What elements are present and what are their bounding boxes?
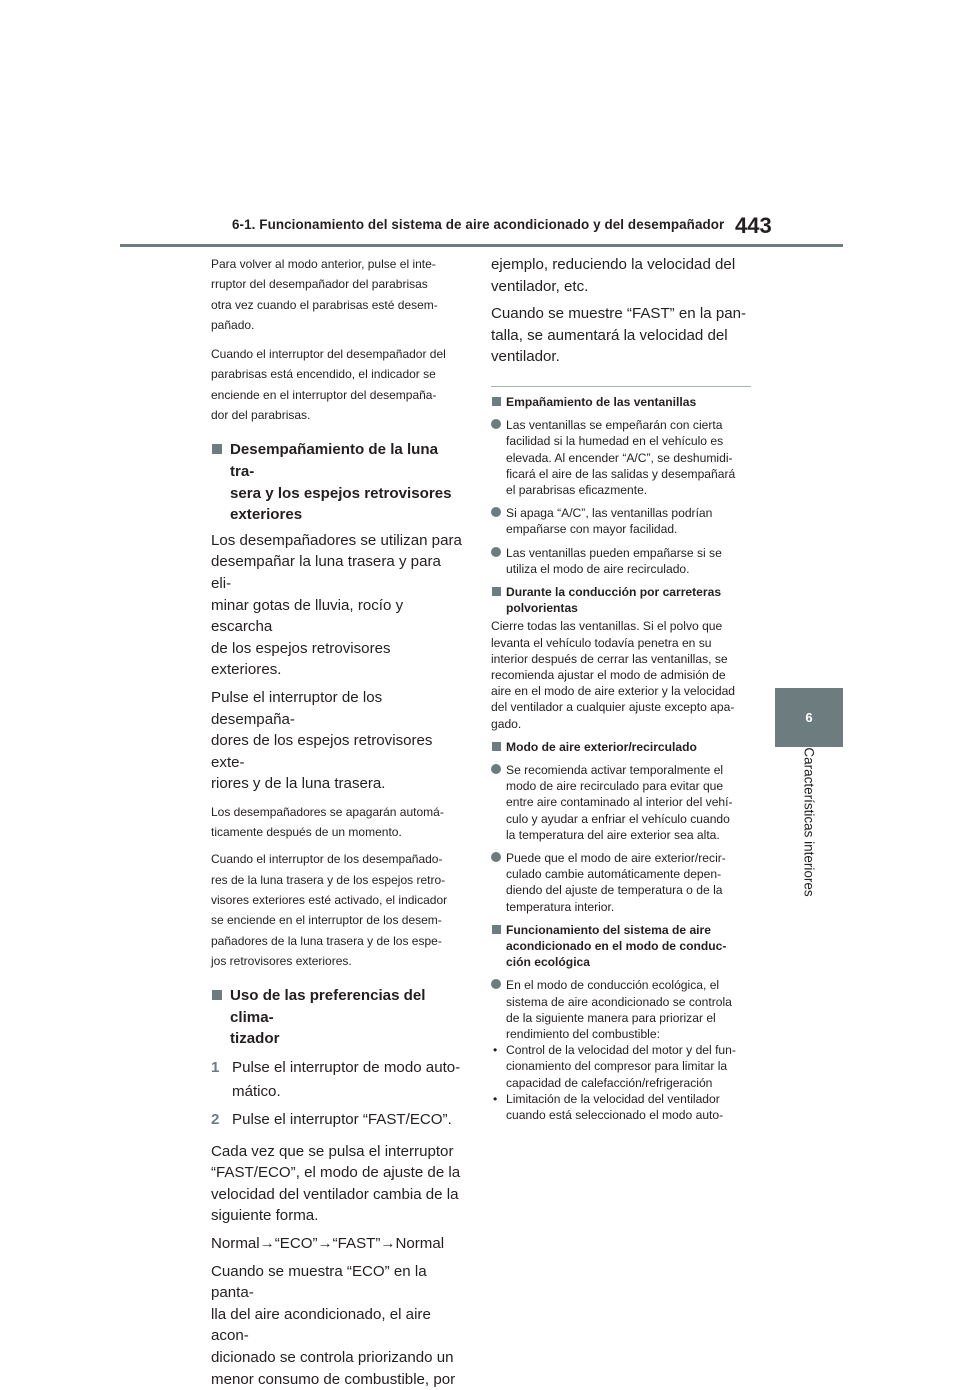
chapter-number: 6: [805, 710, 813, 725]
paragraph: [211, 802, 463, 843]
text-line: acondicionado en el modo de conduc-: [506, 939, 727, 954]
text-line: de los espejos retrovisores exteriores.: [211, 639, 391, 679]
text-line: levanta el vehículo todavía penetra en su: [491, 635, 712, 650]
circle-bullet-icon: [491, 419, 501, 429]
text-line: lla del aire acondicionado, el aire acon-: [211, 1305, 431, 1345]
sub-bullet-marker: •: [493, 1091, 498, 1106]
text-line: Cada vez que se pulsa el interruptor: [211, 1142, 454, 1160]
text-line: rruptor del desempañador del parabrisas: [211, 277, 428, 292]
text-line: Durante la conducción por carreteras: [506, 585, 722, 599]
step-2: [211, 1109, 463, 1131]
text-line: Desempañamiento de la luna tra-: [230, 441, 439, 480]
step-number: 1: [211, 1059, 220, 1077]
bullet-text: [506, 977, 751, 1042]
circle-bullet-icon: [491, 507, 501, 517]
text-line: modo de aire recirculado para evitar que: [506, 779, 724, 794]
square-bullet-icon: [492, 587, 501, 596]
page-number: 443: [735, 213, 772, 238]
text-line: velocidad del ventilador cambia de la: [211, 1185, 459, 1203]
note-bullet: [491, 977, 751, 1042]
text-line: gado.: [491, 716, 522, 731]
text-line: dicionado se controla priorizando un: [211, 1348, 454, 1366]
text-line: menor consumo de combustible, por: [211, 1370, 456, 1388]
sub-bullet: [491, 1091, 751, 1123]
text-line: talla, se aumentará la velocidad del: [491, 326, 728, 344]
text-line: Los desempañadores se utilizan para: [211, 531, 462, 549]
square-bullet-icon: [492, 742, 501, 751]
text-line: culado cambie automáticamente depen-: [506, 867, 722, 882]
section-header-title: 6-1. Funcionamiento del sistema de aire acondicionado y del desempañador: [232, 217, 725, 232]
text-line: parabrisas está encendido, el indicador se: [211, 367, 436, 382]
circle-bullet-icon: [491, 979, 501, 989]
circle-bullet-icon: [491, 852, 501, 862]
text-line: mático.: [232, 1082, 281, 1100]
text-line: Control de la velocidad del motor y del fun-: [506, 1043, 736, 1058]
text-line: empañarse con mayor facilidad.: [506, 522, 678, 537]
text-line: el parabrisas eficazmente.: [506, 482, 648, 497]
paragraph: [211, 530, 463, 681]
text-line: minar gotas de lluvia, rocío y escarcha: [211, 596, 404, 636]
text-line: capacidad de calefacción/refrigeración: [506, 1075, 713, 1090]
text-line: visores exteriores esté activado, el indicador: [211, 893, 448, 908]
text-line: siguiente forma.: [211, 1207, 319, 1225]
bullet-text: [506, 505, 751, 537]
text-line: polvorientas: [506, 601, 578, 616]
note-bullet: [491, 850, 751, 915]
sub-bullet-text: [506, 1042, 751, 1091]
text-line: Limitación de la velocidad del ventilador: [506, 1091, 720, 1106]
text-line: dores de los espejos retrovisores exte-: [211, 732, 433, 771]
text-line: sera y los espejos retrovisores: [230, 484, 452, 502]
note-heading: [491, 584, 751, 616]
note-heading-text: Empañamiento de las ventanillas: [506, 394, 697, 409]
text-line: facilidad si la humedad en el vehículo es: [506, 434, 724, 449]
text-line: res de la luna trasera y de los espejos retro-: [211, 872, 446, 887]
note-heading: [491, 739, 751, 755]
text-line: culo y ayudar a enfriar el vehículo cuando: [506, 811, 730, 826]
note-heading-text: [506, 584, 751, 616]
text-line: jos retrovisores exteriores.: [211, 953, 352, 968]
text-line: Cierre todas las ventanillas. Si el polvo que: [491, 619, 723, 634]
bullet-text: [506, 762, 751, 843]
text-line: Cuando se muestra “ECO” en la panta-: [211, 1262, 427, 1302]
text-line: ficará el aire de las salidas y desempañará: [506, 466, 736, 481]
heading-text: [230, 985, 463, 1050]
text-line: diendo del ajuste de temperatura o de la: [506, 883, 723, 898]
paragraph: [211, 254, 463, 335]
text-line: Las ventanillas pueden empañarse si se: [506, 545, 722, 560]
step-text: [232, 1056, 463, 1103]
square-bullet-icon: [492, 925, 501, 934]
text-line: En el modo de conducción ecológica, el: [506, 978, 720, 993]
bullet-text: [506, 545, 751, 577]
note-bullet: [491, 417, 751, 498]
text-line: pañado.: [211, 317, 255, 332]
text-line: ción ecológica: [506, 955, 591, 970]
text-line: Para volver al modo anterior, pulse el inte-: [211, 257, 436, 271]
text-line: se enciende en el interruptor de los desem-: [211, 913, 442, 928]
note-heading: [491, 922, 751, 971]
note-paragraph: [491, 618, 751, 731]
left-column: [211, 254, 463, 1390]
sub-bullet: [491, 1042, 751, 1091]
text-line: Se recomienda activar temporalmente el: [506, 763, 724, 778]
text-line: Cuando el interruptor del desempañador del: [211, 347, 446, 362]
note-bullet: [491, 545, 751, 577]
text-line: Pulse el interruptor de los desempaña-: [211, 688, 383, 728]
paragraph: [491, 303, 751, 368]
paragraph: [211, 849, 463, 971]
paragraph: [211, 1261, 463, 1390]
mode-sequence: Normal→“ECO”→“FAST”→Normal: [211, 1235, 445, 1252]
text-line: Cuando el interruptor de los desempañado-: [211, 852, 443, 867]
paragraph: [211, 687, 463, 795]
circle-bullet-icon: [491, 764, 501, 774]
section-heading: [211, 439, 463, 525]
sub-bullet-text: [506, 1091, 751, 1123]
text-line: ejemplo, reduciendo la velocidad del: [491, 256, 736, 273]
text-line: del ventilador a cualquier ajuste excepto apa-: [491, 700, 735, 715]
step-number: 2: [211, 1111, 220, 1129]
text-line: ventilador, etc.: [491, 277, 589, 295]
paragraph: [211, 344, 463, 425]
text-line: riores y de la luna trasera.: [211, 775, 386, 793]
text-line: Funcionamiento del sistema de aire: [506, 922, 711, 937]
text-line: de la siguiente manera para priorizar el: [506, 1010, 716, 1025]
text-line: sistema de aire acondicionado se controla: [506, 994, 732, 1009]
right-column: [491, 254, 751, 1123]
note-bullet: [491, 505, 751, 537]
text-line: pañadores de la luna trasera y de los espe-: [211, 933, 442, 948]
paragraph: [491, 254, 751, 297]
text-line: rendimiento del combustible:: [506, 1027, 660, 1042]
heading-text: [230, 439, 463, 525]
text-line: elevada. Al encender “A/C”, se deshumidi-: [506, 450, 733, 465]
note-bullet: [491, 762, 751, 843]
text-line: la temperatura del aire exterior sea alta.: [506, 827, 720, 842]
text-line: enciende en el interruptor del desempaña-: [211, 387, 437, 402]
square-bullet-icon: [212, 990, 222, 1000]
text-line: recomienda ajustar el modo de admisión de: [491, 668, 726, 683]
step-1: [211, 1056, 463, 1103]
text-line: Las ventanillas se empeñarán con cierta: [506, 418, 723, 433]
text-line: Los desempañadores se apagarán automá-: [211, 804, 444, 819]
text-line: aire en el modo de aire exterior y la velocidad: [491, 684, 736, 699]
sub-bullet-marker: •: [493, 1043, 498, 1058]
notes-divider: [491, 386, 751, 387]
section-heading: [211, 985, 463, 1050]
text-line: exteriores: [230, 506, 303, 524]
chapter-tab[interactable]: [775, 688, 843, 747]
bullet-text: [506, 850, 751, 915]
header-divider: [120, 244, 843, 247]
step-text: Pulse el interruptor “FAST/ECO”.: [232, 1111, 452, 1129]
text-line: desempañar la luna trasera y para eli-: [211, 553, 441, 592]
text-line: entre aire contaminado al interior del vehí-: [506, 795, 733, 810]
square-bullet-icon: [212, 444, 222, 454]
note-heading-text: [506, 922, 751, 971]
bullet-text: [506, 417, 751, 498]
chapter-side-label: Características interiores: [801, 747, 817, 897]
text-line: Pulse el interruptor de modo auto-: [232, 1059, 461, 1077]
text-line: Si apaga “A/C”, las ventanillas podrían: [506, 506, 713, 521]
text-line: cionamiento del compresor para limitar la: [506, 1059, 728, 1074]
text-line: Puede que el modo de aire exterior/recir-: [506, 851, 726, 866]
text-line: ventilador.: [491, 348, 560, 366]
text-line: tizador: [230, 1030, 280, 1048]
paragraph: [211, 1141, 463, 1227]
text-line: interior después de cerrar las ventanillas, se: [491, 651, 728, 666]
circle-bullet-icon: [491, 547, 501, 557]
text-line: ticamente después de un momento.: [211, 825, 402, 840]
text-line: utiliza el modo de aire recirculado.: [506, 561, 690, 576]
text-line: Cuando se muestre “FAST” en la pan-: [491, 305, 747, 323]
text-line: cuando está seleccionado el modo auto-: [506, 1108, 724, 1123]
note-heading-text: Modo de aire exterior/recirculado: [506, 739, 697, 754]
text-line: temperatura interior.: [506, 899, 615, 914]
text-line: otra vez cuando el parabrisas esté desem-: [211, 297, 438, 312]
text-line: dor del parabrisas.: [211, 408, 311, 423]
text-line: “FAST/ECO”, el modo de ajuste de la: [211, 1164, 461, 1182]
square-bullet-icon: [492, 397, 501, 406]
text-line: Uso de las preferencias del clima-: [230, 987, 426, 1026]
note-heading: [491, 394, 751, 410]
